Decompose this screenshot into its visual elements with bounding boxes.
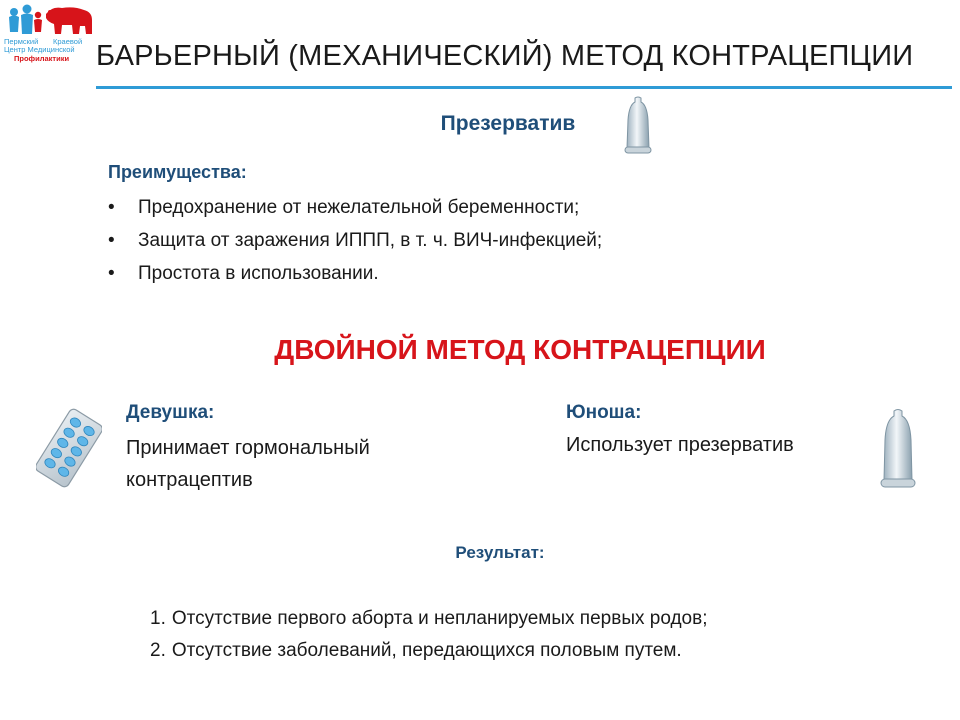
result-heading: Результат: xyxy=(455,543,545,562)
center-logo xyxy=(0,0,100,66)
title-divider xyxy=(96,86,952,89)
advantages-heading: Преимущества: xyxy=(108,162,247,182)
item-number: 1. xyxy=(150,608,166,629)
family-figures-icon xyxy=(9,5,42,35)
svg-text:Краевой: Краевой xyxy=(53,37,83,46)
pill-blister-icon xyxy=(36,408,102,488)
svg-text:Профилактики: Профилактики xyxy=(14,54,70,63)
condom-icon xyxy=(622,96,654,158)
list-item: • Предохранение от нежелательной беременности; xyxy=(108,191,602,224)
result-list xyxy=(150,603,708,667)
boy-heading: Юноша: xyxy=(566,402,642,423)
boy-description: Использует презерватив xyxy=(566,434,794,456)
list-item: • Защита от заражения ИППП, в т. ч. ВИЧ-инфекцией; xyxy=(108,224,602,257)
svg-text:Центр Медицинской: Центр Медицинской xyxy=(4,45,75,54)
section-subtitle: Презерватив xyxy=(440,112,576,135)
advantages-list xyxy=(108,191,602,290)
girl-heading: Девушка: xyxy=(126,402,215,423)
svg-text:Пермский: Пермский xyxy=(4,37,39,46)
girl-description: Принимает гормональный контрацептив xyxy=(126,437,370,491)
condom-icon xyxy=(878,408,918,492)
list-item xyxy=(150,635,708,667)
item-number: 2. xyxy=(150,640,166,661)
double-method-title: ДВОЙНОЙ МЕТОД КОНТРАЦЕПЦИИ xyxy=(274,334,766,365)
list-item: • Простота в использовании. xyxy=(108,257,602,290)
page-title: БАРЬЕРНЫЙ (МЕХАНИЧЕСКИЙ) МЕТОД КОНТРАЦЕПЦИИ xyxy=(96,40,914,72)
item-text: Отсутствие заболеваний, передающихся половым путем. xyxy=(171,640,682,661)
list-item xyxy=(150,603,708,635)
logo-inscription xyxy=(4,37,82,63)
item-text: Отсутствие первого аборта и непланируемых первых родов; xyxy=(171,608,708,629)
bear-icon xyxy=(46,7,92,34)
